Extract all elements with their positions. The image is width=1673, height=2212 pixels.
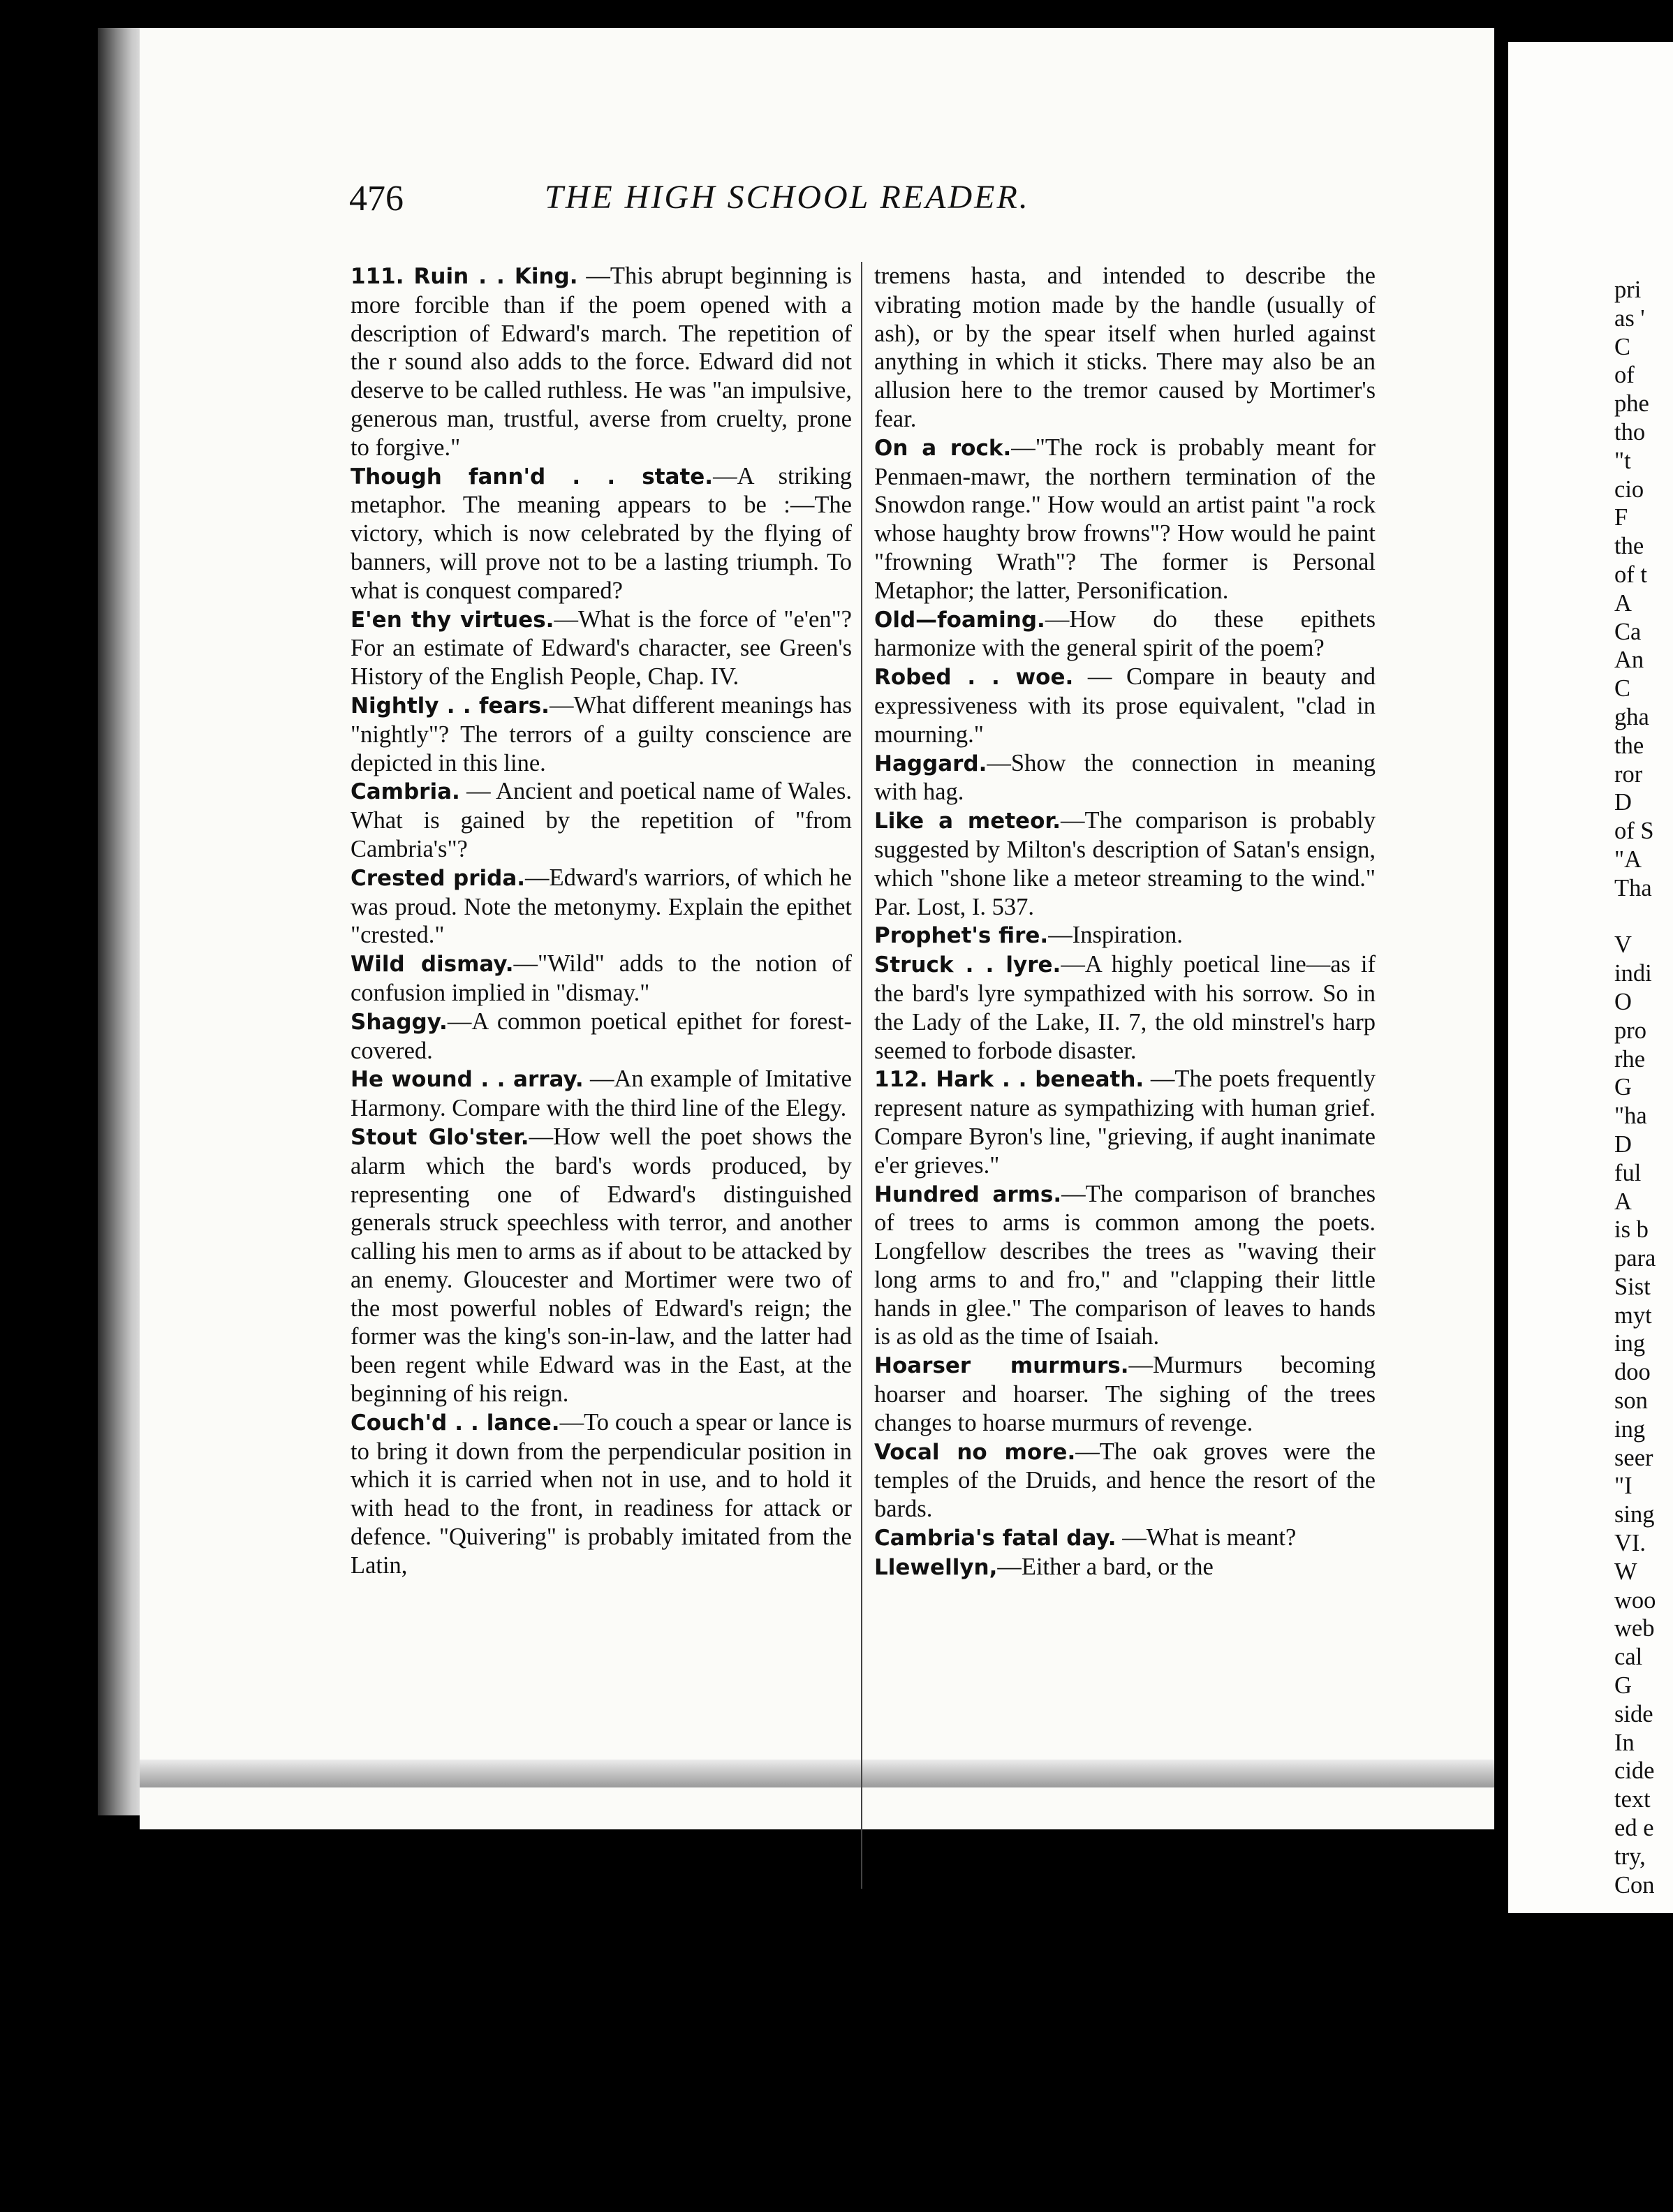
note-headword: Shaggy. bbox=[351, 1009, 448, 1035]
facing-page-line bbox=[1614, 903, 1656, 931]
note-headword: Prophet's fire. bbox=[874, 923, 1049, 949]
facing-page-line: Sist bbox=[1614, 1273, 1651, 1300]
facing-page-line: tho bbox=[1614, 418, 1646, 445]
facing-page-line: cal bbox=[1614, 1644, 1643, 1671]
facing-page-line: seer bbox=[1614, 1444, 1653, 1471]
facing-page-line: Tha bbox=[1614, 874, 1652, 901]
facing-page-line: "I bbox=[1614, 1473, 1633, 1500]
facing-page-line: pro bbox=[1614, 1017, 1646, 1044]
facing-page-line: Ca bbox=[1614, 618, 1642, 645]
facing-page-line: "A bbox=[1614, 846, 1642, 873]
facing-page-line: O bbox=[1614, 988, 1632, 1015]
left-column bbox=[351, 262, 852, 1580]
note-text: —Either a bard, or the bbox=[997, 1553, 1214, 1580]
note-text: —The poets frequently represent nature as sympathizing with human grief. Compare Byron's line, "grieving, if aught inanimate e'er grieves." bbox=[874, 1066, 1376, 1179]
facing-page-line: An bbox=[1614, 647, 1644, 674]
facing-page-line: web bbox=[1614, 1615, 1655, 1642]
note-text: —A highly poetical line—as if the bard's lyre sympathized with his sorrow. So in the Lady of the Lake, II. 7, the old minstrel's harp seemed to forbode disaster. bbox=[874, 951, 1376, 1064]
note-headword: On a rock. bbox=[874, 435, 1012, 461]
note-paragraph bbox=[874, 749, 1376, 807]
note-headword: He wound . . array. bbox=[351, 1067, 584, 1093]
note-paragraph bbox=[351, 1408, 852, 1580]
note-headword: Like a meteor. bbox=[874, 809, 1061, 834]
facing-page-line: try, bbox=[1614, 1843, 1646, 1870]
note-headword: Struck . . lyre. bbox=[874, 952, 1061, 978]
facing-page-line: Con bbox=[1614, 1871, 1655, 1898]
page-number: 476 bbox=[349, 179, 404, 219]
right-column bbox=[874, 262, 1376, 1582]
note-paragraph bbox=[351, 691, 852, 777]
facing-page-line: D bbox=[1614, 1130, 1632, 1158]
facing-page-line: A bbox=[1614, 1188, 1632, 1215]
note-headword: 111. Ruin . . King. bbox=[351, 264, 578, 289]
facing-page-line: F bbox=[1614, 504, 1628, 531]
facing-page-line: sing bbox=[1614, 1501, 1655, 1528]
note-headword: Old—foaming. bbox=[874, 607, 1045, 633]
facing-page-line: rhe bbox=[1614, 1045, 1646, 1072]
page-bottom-edge bbox=[140, 1760, 1494, 1787]
note-paragraph bbox=[351, 605, 852, 691]
facing-page-line: cide bbox=[1614, 1757, 1655, 1785]
note-headword: Llewellyn, bbox=[874, 1554, 998, 1580]
note-text: —How do these epithets harmonize with the general spirit of the poem? bbox=[874, 605, 1376, 662]
note-text: —What is the force of "e'en"? For an estimate of Edward's character, see Green's History of the English People, Chap. IV. bbox=[351, 605, 852, 691]
facing-page-line: the bbox=[1614, 732, 1644, 759]
facing-page-line: myt bbox=[1614, 1302, 1652, 1329]
note-headword: Vocal no more. bbox=[874, 1439, 1076, 1465]
facing-page-line: the bbox=[1614, 533, 1644, 560]
facing-page-text bbox=[1614, 276, 1656, 1899]
note-headword: Wild dismay. bbox=[351, 952, 514, 978]
note-headword: E'en thy virtues. bbox=[351, 607, 554, 633]
note-headword: Though fann'd . . state. bbox=[351, 464, 714, 489]
running-title: THE HIGH SCHOOL READER. bbox=[545, 179, 1030, 216]
facing-page-line: C bbox=[1614, 675, 1631, 702]
note-headword: Crested prida. bbox=[351, 865, 526, 891]
note-headword: 112. Hark . . beneath. bbox=[874, 1067, 1144, 1093]
facing-page-line: woo bbox=[1614, 1586, 1656, 1614]
note-paragraph bbox=[351, 1123, 852, 1408]
note-text: —To couch a spear or lance is to bring it down from the perpendicular position in which it is carried when not in use, and to hold it with head to the front, in readiness for attack or defence. "Quivering" is probably imitated from the Latin, bbox=[351, 1408, 853, 1579]
note-text: —Show the connection in meaning with hag. bbox=[874, 749, 1376, 806]
note-paragraph bbox=[874, 1524, 1376, 1553]
facing-page-line: G bbox=[1614, 1672, 1632, 1699]
note-paragraph bbox=[351, 1065, 852, 1123]
facing-page-line: as ' bbox=[1614, 304, 1645, 332]
note-text: —The oak groves were the temples of the Druids, and hence the resort of the bards. bbox=[874, 1438, 1376, 1523]
facing-page-line: phe bbox=[1614, 390, 1649, 418]
note-headword: Haggard. bbox=[874, 751, 987, 776]
note-paragraph bbox=[351, 262, 852, 462]
note-headword: Hoarser murmurs. bbox=[874, 1353, 1129, 1379]
facing-page-line: of S bbox=[1614, 818, 1654, 845]
note-paragraph bbox=[874, 950, 1376, 1065]
note-headword: Cambria. bbox=[351, 779, 460, 805]
note-text: —This abrupt beginning is more forcible than if the poem opened with a description of Edward's march. The repetition of the r sound also adds to the force. Edward did not deserve to be called ruthless. He was "an impulsive, generous man, trustful, averse from cruelty, prone to forgive." bbox=[351, 263, 852, 461]
facing-page-line: ed e bbox=[1614, 1815, 1654, 1842]
note-text: —A striking metaphor. The meaning appears to be :—The victory, which is now celebrated by the flying of banners, will prove not to be a lasting triumph. To what is conquest compared? bbox=[351, 462, 852, 604]
note-text: —Inspiration. bbox=[1048, 922, 1183, 949]
facing-page-line: ful bbox=[1614, 1159, 1642, 1186]
note-text: —What different meanings has "nightly"? The terrors of a guilty conscience are depicted in this line. bbox=[351, 691, 853, 776]
page-header bbox=[349, 178, 1152, 234]
facing-page-line: side bbox=[1614, 1700, 1653, 1727]
note-paragraph bbox=[351, 1008, 852, 1066]
note-text: —Murmurs becoming hoarser and hoarser. The sighing of the trees changes to hoarse murmurs of revenge. bbox=[874, 1352, 1376, 1436]
facing-page-line: D bbox=[1614, 789, 1632, 816]
facing-page-line: cio bbox=[1614, 475, 1644, 503]
note-text: —The comparison of branches of trees to arms is common among the poets. Longfellow describes the trees as "waving their long arms to and fro," and "clapping their little hands in glee." The comparison of leaves to hands is as old as the time of Isaiah. bbox=[874, 1180, 1376, 1350]
note-text: —What is meant? bbox=[1116, 1524, 1297, 1551]
facing-page-line: A bbox=[1614, 589, 1632, 617]
note-paragraph bbox=[874, 663, 1376, 749]
facing-page-line: ing bbox=[1614, 1415, 1646, 1443]
note-text: tremens hasta, and intended to describe the vibrating motion made by the handle (usually of ash), or by the spear itself when hurled against anything in which it sticks. There may also be an allusion here to the tremor caused by Mortimer's fear. bbox=[874, 263, 1376, 432]
note-headword: Cambria's fatal day. bbox=[874, 1526, 1116, 1551]
facing-page-line: ror bbox=[1614, 760, 1643, 788]
note-headword: Stout Glo'ster. bbox=[351, 1124, 529, 1150]
note-paragraph bbox=[874, 1438, 1376, 1524]
facing-page-line: In bbox=[1614, 1729, 1635, 1756]
note-text: —The comparison is probably suggested by Milton's description of Satan's ensign, which "shone like a meteor streaming to the wind." Par. Lost, I. 537. bbox=[874, 807, 1376, 920]
note-headword: Hundred arms. bbox=[874, 1181, 1062, 1207]
column-divider bbox=[861, 262, 862, 1889]
facing-page-line: C bbox=[1614, 333, 1631, 360]
note-paragraph bbox=[874, 1553, 1376, 1582]
facing-page-line: VI. bbox=[1614, 1530, 1646, 1557]
note-paragraph bbox=[874, 1180, 1376, 1352]
facing-page-line: V bbox=[1614, 931, 1632, 959]
facing-page-line: "ha bbox=[1614, 1103, 1647, 1130]
note-text: —Edward's warriors, of which he was proud. Note the metonymy. Explain the epithet "crested." bbox=[351, 864, 852, 949]
note-text: —"The rock is probably meant for Penmaen-mawr, the northern termination of the Snowdon range." How would an artist paint "a rock whose haughty brow frowns"? How would he paint "frowning Wrath"? The former is Personal Metaphor; the latter, Personification. bbox=[874, 434, 1376, 604]
facing-page-line: "t bbox=[1614, 447, 1631, 474]
facing-page-line: is b bbox=[1614, 1216, 1649, 1244]
note-paragraph bbox=[351, 777, 852, 863]
facing-page-line: G bbox=[1614, 1074, 1632, 1101]
facing-page-line: son bbox=[1614, 1387, 1648, 1415]
facing-page-line: of bbox=[1614, 362, 1635, 389]
note-paragraph bbox=[874, 1351, 1376, 1437]
facing-page-line: W bbox=[1614, 1558, 1637, 1585]
note-text: — Compare in beauty and expressiveness with its prose equivalent, "clad in mourning." bbox=[874, 663, 1376, 748]
note-paragraph bbox=[874, 1065, 1376, 1179]
facing-page-line: ing bbox=[1614, 1330, 1646, 1357]
note-paragraph bbox=[351, 950, 852, 1008]
note-paragraph bbox=[874, 434, 1376, 605]
note-text: —"Wild" adds to the notion of confusion implied in "dismay." bbox=[351, 950, 852, 1006]
note-text: —A common poetical epithet for forest-covered. bbox=[351, 1008, 852, 1064]
facing-page-line: pri bbox=[1614, 276, 1642, 303]
facing-page-line: para bbox=[1614, 1245, 1656, 1272]
facing-page-line: indi bbox=[1614, 960, 1652, 987]
note-paragraph bbox=[351, 462, 852, 605]
note-text: — Ancient and poetical name of Wales. What is gained by the repetition of "from Cambria's"? bbox=[351, 778, 852, 862]
note-headword: Nightly . . fears. bbox=[351, 693, 550, 718]
note-paragraph bbox=[874, 921, 1376, 950]
facing-page-line: gha bbox=[1614, 703, 1649, 730]
note-paragraph bbox=[874, 605, 1376, 663]
note-paragraph bbox=[874, 262, 1376, 434]
note-text: —An example of Imitative Harmony. Compare with the third line of the Elegy. bbox=[351, 1066, 852, 1122]
note-paragraph bbox=[351, 864, 852, 950]
facing-page-line: doo bbox=[1614, 1359, 1651, 1386]
note-headword: Robed . . woe. bbox=[874, 665, 1074, 691]
note-text: —How well the poet shows the alarm which the bard's words produced, by representing one of Edward's distinguished generals struck speechless with terror, and another calling his men to arms as if about to be attacked by an enemy. Gloucester and Mortimer were two of the most powerful nobles of Edward's reign; the former was the king's son-in-law, and the latter had been regent while Edward was in the East, at the beginning of his reign. bbox=[351, 1123, 852, 1408]
note-headword: Couch'd . . lance. bbox=[351, 1410, 560, 1436]
facing-page-line: text bbox=[1614, 1786, 1651, 1813]
note-paragraph bbox=[874, 806, 1376, 921]
facing-page-line: of t bbox=[1614, 561, 1647, 588]
